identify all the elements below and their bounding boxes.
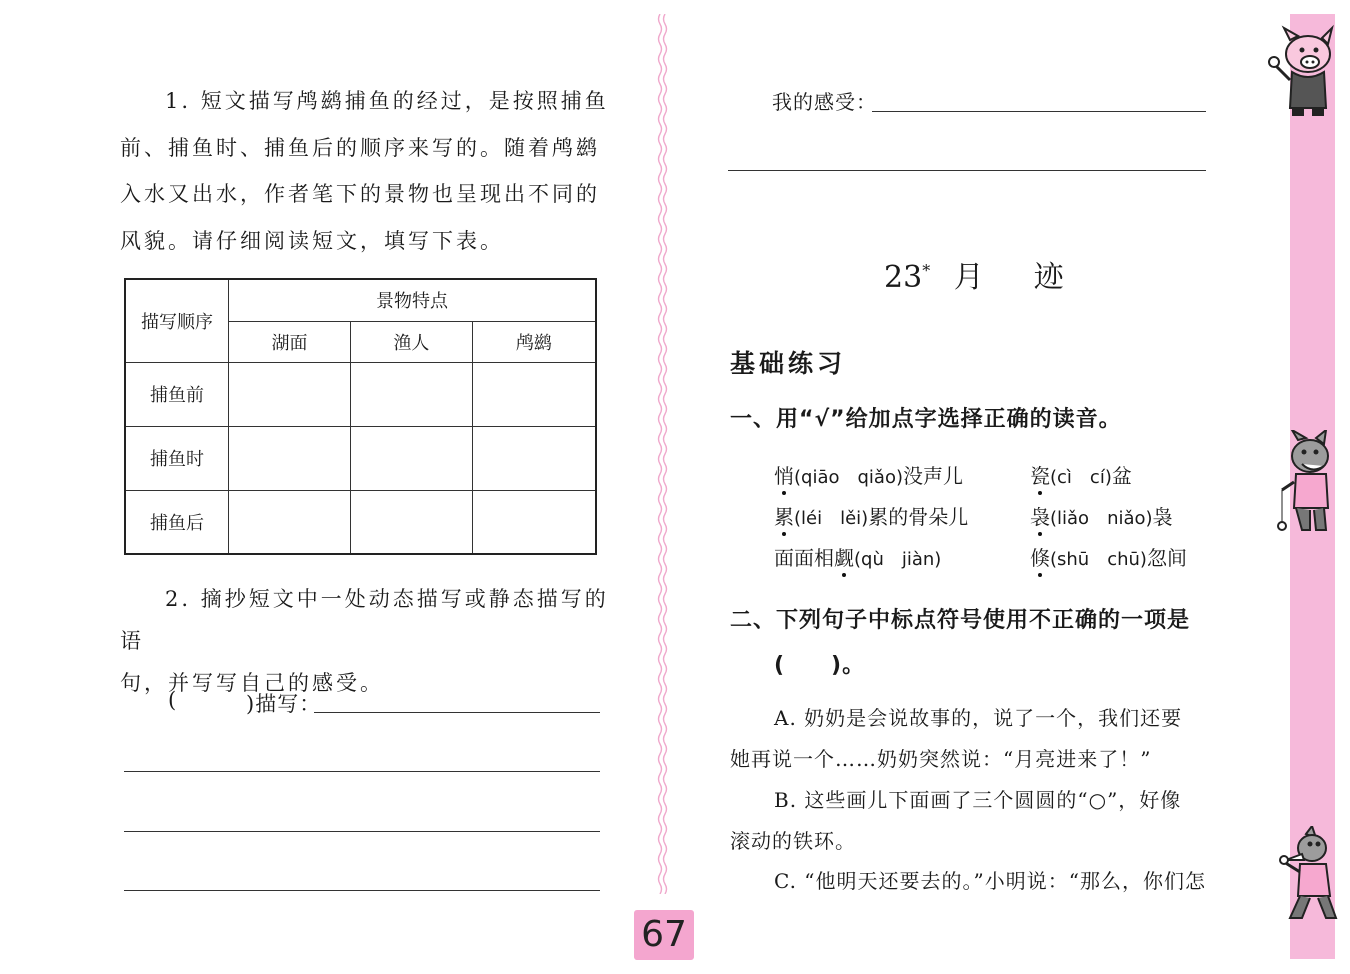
pinyin-item bbox=[774, 460, 963, 489]
table-cell[interactable] bbox=[350, 426, 472, 490]
pig-cartoon-icon bbox=[1262, 22, 1342, 122]
word-rest: 没声儿 bbox=[902, 464, 963, 488]
feeling-answer-line[interactable] bbox=[728, 170, 1206, 171]
dotted-char: 袅 bbox=[1030, 505, 1050, 529]
pinyin-item bbox=[1030, 501, 1173, 530]
option-a-line1: A. 奶奶是会说故事的，说了一个，我们还要 bbox=[774, 706, 1183, 730]
pinyin-item bbox=[774, 542, 941, 571]
word-rest: 盆 bbox=[1111, 464, 1132, 488]
table-row-header: 描写顺序 bbox=[125, 279, 229, 362]
fox-cartoon-icon bbox=[1276, 826, 1346, 926]
table-cell[interactable] bbox=[229, 490, 351, 554]
table-cell[interactable] bbox=[229, 426, 351, 490]
feeling-label: 我的感受： bbox=[772, 90, 877, 114]
lesson-star: * bbox=[922, 261, 931, 280]
question-2 bbox=[120, 578, 610, 704]
word-rest: 累的骨朵儿 bbox=[868, 505, 969, 529]
table-column-header: 鸬鹚 bbox=[472, 321, 596, 362]
q2-prompt-close: )描写： bbox=[246, 692, 322, 716]
option-c-line1: C. “他明天还要去的。”小明说：“那么，你们怎 bbox=[774, 869, 1206, 893]
pinyin-options[interactable]: (qù jiàn) bbox=[854, 549, 942, 570]
dotted-char: 瓷 bbox=[1030, 464, 1050, 488]
pinyin-options[interactable]: (cì cí) bbox=[1050, 467, 1112, 488]
pinyin-options[interactable]: (léi lěi) bbox=[794, 508, 869, 529]
dotted-char: 悄 bbox=[774, 464, 794, 488]
table-column-header: 湖面 bbox=[229, 321, 351, 362]
table-group-header: 景物特点 bbox=[229, 279, 597, 321]
q2-answer-line[interactable] bbox=[124, 771, 600, 772]
word-rest: 忽间 bbox=[1146, 546, 1187, 570]
part1-title: 一、用“√”给加点字选择正确的读音。 bbox=[730, 407, 1122, 432]
dotted-char: 觑 bbox=[834, 546, 854, 570]
q1-line: 1. 短文描写鸬鹚捕鱼的经过，是按照捕鱼 bbox=[165, 89, 609, 113]
table-cell[interactable] bbox=[472, 362, 596, 426]
pinyin-item bbox=[1030, 460, 1132, 489]
table-cell[interactable] bbox=[472, 426, 596, 490]
page-number: 67 bbox=[634, 910, 694, 960]
q2-answer-line[interactable] bbox=[124, 831, 600, 832]
q2-line: 句，并写写自己的感受。 bbox=[120, 671, 384, 695]
wolf-yoyo-cartoon-icon bbox=[1272, 430, 1344, 542]
table-row-label: 捕鱼时 bbox=[125, 426, 229, 490]
option-b-line2: 滚动的铁环。 bbox=[730, 829, 856, 853]
q2-answer-line[interactable] bbox=[124, 890, 600, 891]
q2-line: 2. 摘抄短文中一处动态描写或静态描写的语 bbox=[120, 587, 609, 653]
pinyin-options[interactable]: (shū chū) bbox=[1050, 549, 1147, 570]
lesson-title-row bbox=[884, 252, 1074, 296]
option-b-line1: B. 这些画儿下面画了三个圆圆的“○”，好像 bbox=[774, 788, 1182, 812]
dotted-char: 倏 bbox=[1030, 546, 1050, 570]
pinyin-item bbox=[1030, 542, 1187, 571]
option-a-line2: 她再说一个……奶奶突然说：“月亮进来了！” bbox=[730, 747, 1152, 771]
pinyin-item bbox=[774, 501, 968, 530]
table-cell[interactable] bbox=[350, 490, 472, 554]
q1-line: 前、捕鱼时、捕鱼后的顺序来写的。随着鸬鹚 bbox=[120, 135, 600, 160]
q1-line: 入水又出水，作者笔下的景物也呈现出不同的 bbox=[120, 182, 600, 206]
part2-title: 二、下列句子中标点符号使用不正确的一项是 bbox=[730, 608, 1191, 633]
table-row-label: 捕鱼后 bbox=[125, 490, 229, 554]
dotted-char: 累 bbox=[774, 505, 794, 529]
feeling-answer-line[interactable] bbox=[872, 111, 1206, 112]
table-cell[interactable] bbox=[229, 362, 351, 426]
pinyin-options[interactable]: (qiāo qiǎo) bbox=[794, 467, 903, 488]
lesson-number: 23 bbox=[884, 260, 923, 295]
q1-line: 风貌。请仔细阅读短文，填写下表。 bbox=[120, 228, 504, 253]
q2-prompt-open: ( bbox=[168, 688, 178, 712]
table-cell[interactable] bbox=[350, 362, 472, 426]
table-row-label: 捕鱼前 bbox=[125, 362, 229, 426]
pinyin-options[interactable]: (liǎo niǎo) bbox=[1050, 508, 1153, 529]
table-cell[interactable] bbox=[472, 490, 596, 554]
word-prefix: 面面相 bbox=[774, 546, 834, 570]
lesson-title: 月 迹 bbox=[953, 260, 1074, 295]
word-rest: 袅 bbox=[1152, 505, 1173, 529]
scenery-table bbox=[124, 278, 597, 555]
page-fold-decoration bbox=[656, 14, 670, 894]
section-title: 基础练习 bbox=[730, 349, 847, 378]
table-column-header: 渔人 bbox=[350, 321, 472, 362]
part2-answer-blank[interactable]: ( )。 bbox=[774, 653, 866, 678]
question-1 bbox=[120, 78, 610, 264]
q2-answer-line[interactable] bbox=[314, 712, 600, 713]
